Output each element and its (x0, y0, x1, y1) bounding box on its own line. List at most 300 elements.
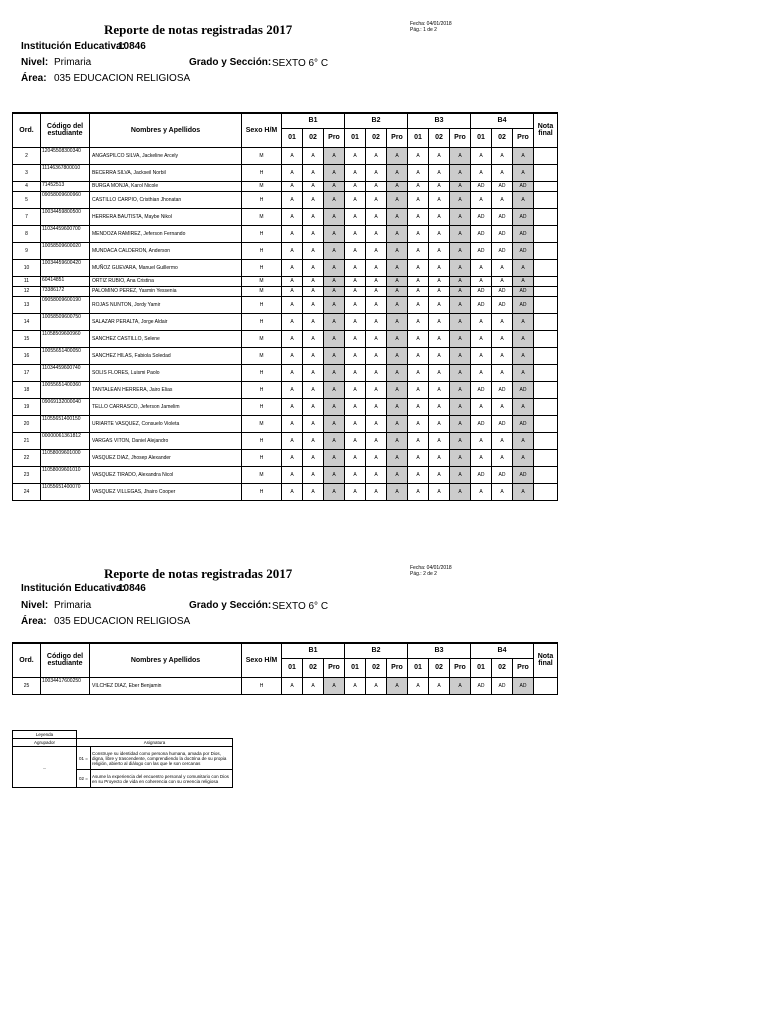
cell-grade: A (408, 286, 429, 296)
table-row (13, 147, 558, 164)
nivel-label: Nivel: (21, 57, 49, 68)
cell-nota-final (534, 347, 558, 364)
col-sexo: Sexo H/M (242, 643, 282, 677)
table-row (13, 330, 558, 347)
col-sub-01: 01 (345, 658, 366, 677)
cell-grade: A (303, 225, 324, 242)
legend-description: Construye su identidad como persona humana, amada por Dios, digna, libre y trascendente, comprendiendo la doctrina de su propia religión, abierto al diálogo con las que le son cercanas (91, 747, 233, 770)
cell-grade: AD (513, 415, 534, 432)
cell-ord: 2 (13, 147, 41, 164)
cell-grade: A (282, 364, 303, 381)
cell-grade: A (387, 276, 408, 286)
cell-grade: A (429, 286, 450, 296)
cell-ord: 10 (13, 259, 41, 276)
cell-grade: A (387, 181, 408, 191)
cell-grade: A (387, 313, 408, 330)
table-row (13, 286, 558, 296)
cell-grade: A (366, 381, 387, 398)
cell-codigo: 11058009601000 (41, 449, 90, 466)
cell-sexo: H (242, 677, 282, 694)
cell-nota-final (534, 286, 558, 296)
cell-grade: A (471, 330, 492, 347)
cell-sexo: M (242, 415, 282, 432)
cell-grade: A (282, 449, 303, 466)
cell-grade: A (387, 398, 408, 415)
cell-grade: A (282, 432, 303, 449)
cell-grade: A (387, 415, 408, 432)
cell-grade: A (366, 398, 387, 415)
table-row (13, 191, 558, 208)
cell-codigo: 10034417600250 (41, 677, 90, 694)
cell-nombre: URIARTE VASQUEZ, Consuelo Violeta (90, 415, 242, 432)
cell-grade: A (513, 313, 534, 330)
cell-grade: A (282, 208, 303, 225)
table-row (13, 677, 558, 694)
legend-description: Asume la experiencia del encuentro personal y comunitario con Dios en su Proyecto de vida en coherencia con su creencia religiosa (91, 770, 233, 788)
cell-grade: A (492, 483, 513, 500)
cell-grade: A (366, 313, 387, 330)
table-row (13, 466, 558, 483)
cell-ord: 14 (13, 313, 41, 330)
cell-ord: 12 (13, 286, 41, 296)
col-sub-pro: Pro (513, 658, 534, 677)
nivel-value: Primaria (54, 600, 92, 611)
cell-grade: A (471, 432, 492, 449)
cell-grade: A (366, 466, 387, 483)
cell-grade: A (282, 286, 303, 296)
cell-grade: A (282, 483, 303, 500)
cell-grade: A (387, 677, 408, 694)
col-sub-02: 02 (492, 128, 513, 147)
cell-grade: A (366, 330, 387, 347)
cell-grade: A (345, 677, 366, 694)
cell-grade: A (282, 347, 303, 364)
cell-grade: A (450, 432, 471, 449)
col-b2: B2 (345, 643, 408, 658)
col-sexo: Sexo H/M (242, 113, 282, 147)
cell-grade: A (492, 164, 513, 181)
cell-grade: A (408, 483, 429, 500)
nivel-value: Primaria (54, 57, 92, 68)
cell-grade: A (324, 415, 345, 432)
cell-grade: AD (492, 208, 513, 225)
col-b3: B3 (408, 643, 471, 658)
cell-grade: A (450, 415, 471, 432)
cell-grade: A (513, 364, 534, 381)
cell-grade: A (345, 483, 366, 500)
cell-nombre: SOLIS FLORES, Luismi Paolo (90, 364, 242, 381)
cell-grade: A (282, 181, 303, 191)
cell-grade: A (366, 191, 387, 208)
cell-grade: A (345, 398, 366, 415)
cell-nombre: TELLO CARRASCO, Jeferson Jamelim (90, 398, 242, 415)
cell-codigo: 10055651400050 (41, 347, 90, 364)
cell-grade: AD (471, 466, 492, 483)
cell-grade: A (408, 208, 429, 225)
cell-ord: 16 (13, 347, 41, 364)
cell-grade: A (408, 259, 429, 276)
grado-label: Grado y Sección: (189, 600, 272, 611)
cell-grade: A (366, 483, 387, 500)
cell-grade: A (303, 296, 324, 313)
cell-grade: A (492, 191, 513, 208)
cell-nota-final (534, 225, 558, 242)
cell-grade: A (282, 147, 303, 164)
cell-sexo: H (242, 259, 282, 276)
cell-nota-final (534, 432, 558, 449)
cell-codigo: 11034459600740 (41, 364, 90, 381)
cell-grade: A (345, 147, 366, 164)
cell-grade: AD (471, 242, 492, 259)
cell-nota-final (534, 208, 558, 225)
legend-agrupador-header: Agrupador (13, 739, 77, 747)
cell-nombre: SALAZAR PERALTA, Jorge Aldair (90, 313, 242, 330)
table-row (13, 259, 558, 276)
cell-grade: A (324, 276, 345, 286)
cell-grade: A (303, 677, 324, 694)
cell-grade: A (345, 313, 366, 330)
cell-grade: A (303, 276, 324, 286)
cell-grade: A (429, 677, 450, 694)
cell-sexo: H (242, 242, 282, 259)
cell-ord: 11 (13, 276, 41, 286)
cell-grade: A (366, 415, 387, 432)
cell-grade: A (429, 225, 450, 242)
cell-grade: A (282, 225, 303, 242)
cell-nombre: BURGA MONJA, Karol Nicole (90, 181, 242, 191)
cell-grade: A (303, 286, 324, 296)
table-row (13, 364, 558, 381)
col-sub-01: 01 (408, 128, 429, 147)
cell-grade: A (450, 147, 471, 164)
cell-grade: A (429, 242, 450, 259)
col-nota-final: Nota final (534, 113, 558, 147)
cell-grade: A (387, 259, 408, 276)
cell-codigo: 10034459800500 (41, 208, 90, 225)
cell-sexo: H (242, 296, 282, 313)
grado-value: SEXTO 6° C (272, 601, 329, 612)
cell-grade: A (303, 483, 324, 500)
cell-grade: AD (471, 208, 492, 225)
col-b4: B4 (471, 113, 534, 128)
col-nota-final: Nota final (534, 643, 558, 677)
cell-grade: A (345, 242, 366, 259)
cell-grade: A (408, 364, 429, 381)
cell-grade: A (324, 330, 345, 347)
cell-grade: A (324, 286, 345, 296)
cell-nota-final (534, 147, 558, 164)
cell-grade: A (387, 225, 408, 242)
col-sub-01: 01 (408, 658, 429, 677)
cell-grade: A (450, 466, 471, 483)
cell-codigo: 10058509600750 (41, 313, 90, 330)
cell-sexo: H (242, 313, 282, 330)
col-sub-pro: Pro (450, 658, 471, 677)
cell-grade: A (282, 466, 303, 483)
cell-nombre: VASQUEZ DIAZ, Jhosep Alexander (90, 449, 242, 466)
cell-grade: AD (492, 242, 513, 259)
col-sub-02: 02 (492, 658, 513, 677)
cell-grade: A (366, 347, 387, 364)
cell-grade: A (387, 347, 408, 364)
cell-nombre: MUNDACA CALDERON, Anderson (90, 242, 242, 259)
cell-sexo: H (242, 449, 282, 466)
col-sub-02: 02 (429, 658, 450, 677)
cell-sexo: M (242, 330, 282, 347)
cell-grade: A (429, 466, 450, 483)
cell-grade: A (513, 483, 534, 500)
col-sub-01: 01 (471, 658, 492, 677)
cell-grade: A (471, 259, 492, 276)
cell-grade: A (408, 191, 429, 208)
cell-codigo: 60414851 (41, 276, 90, 286)
cell-grade: A (303, 364, 324, 381)
legend-code: 01 = (77, 747, 91, 770)
cell-grade: A (429, 276, 450, 286)
cell-grade: A (429, 191, 450, 208)
cell-grade: AD (471, 286, 492, 296)
cell-grade: A (303, 415, 324, 432)
col-sub-pro: Pro (513, 128, 534, 147)
table-row (13, 225, 558, 242)
cell-grade: A (324, 259, 345, 276)
col-ord: Ord. (13, 113, 41, 147)
cell-grade: A (324, 398, 345, 415)
cell-grade: A (366, 242, 387, 259)
col-b4: B4 (471, 643, 534, 658)
col-sub-pro: Pro (324, 658, 345, 677)
cell-grade: A (282, 415, 303, 432)
cell-nota-final (534, 259, 558, 276)
cell-nombre: VASQUEZ VILLEGAS, Jhairo Cooper (90, 483, 242, 500)
cell-grade: A (408, 466, 429, 483)
cell-grade: A (387, 208, 408, 225)
cell-grade: A (429, 398, 450, 415)
cell-grade: A (492, 259, 513, 276)
institution-value: 10846 (118, 583, 146, 594)
cell-grade: AD (492, 181, 513, 191)
grades-table (12, 642, 558, 695)
cell-grade: A (324, 449, 345, 466)
cell-grade: A (345, 432, 366, 449)
cell-grade: A (387, 296, 408, 313)
cell-grade: A (408, 242, 429, 259)
cell-nombre: VILCHEZ DIAZ, Eber Benjamin (90, 677, 242, 694)
cell-grade: A (450, 313, 471, 330)
cell-grade: A (450, 181, 471, 191)
col-sub-01: 01 (282, 658, 303, 677)
cell-ord: 13 (13, 296, 41, 313)
table-row (13, 398, 558, 415)
col-ord: Ord. (13, 643, 41, 677)
cell-grade: A (387, 330, 408, 347)
cell-nota-final (534, 276, 558, 286)
cell-grade: A (366, 147, 387, 164)
col-sub-01: 01 (471, 128, 492, 147)
cell-nombre: SANCHEZ CASTILLO, Selene (90, 330, 242, 347)
cell-grade: A (492, 432, 513, 449)
cell-grade: A (408, 147, 429, 164)
cell-ord: 18 (13, 381, 41, 398)
cell-grade: A (324, 242, 345, 259)
report-title: Reporte de notas registradas 2017 (104, 566, 293, 581)
cell-grade: A (408, 415, 429, 432)
cell-ord: 20 (13, 415, 41, 432)
cell-grade: A (282, 242, 303, 259)
cell-grade: AD (471, 415, 492, 432)
page-number: Pág.: 2 de 2 (410, 571, 437, 577)
cell-grade: A (513, 449, 534, 466)
cell-sexo: M (242, 347, 282, 364)
cell-grade: A (408, 330, 429, 347)
cell-grade: A (429, 147, 450, 164)
cell-grade: A (471, 364, 492, 381)
cell-grade: A (408, 398, 429, 415)
cell-grade: AD (471, 225, 492, 242)
cell-grade: A (513, 164, 534, 181)
cell-nota-final (534, 398, 558, 415)
cell-grade: A (366, 432, 387, 449)
cell-grade: A (366, 449, 387, 466)
cell-ord: 5 (13, 191, 41, 208)
cell-grade: A (303, 147, 324, 164)
cell-grade: A (387, 381, 408, 398)
col-b3: B3 (408, 113, 471, 128)
cell-sexo: H (242, 483, 282, 500)
area-value: 035 EDUCACION RELIGIOSA (54, 616, 191, 627)
cell-grade: A (408, 164, 429, 181)
cell-grade: A (408, 347, 429, 364)
cell-grade: A (492, 147, 513, 164)
cell-nombre: VASQUEZ TIRADO, Alexandra Nicol (90, 466, 242, 483)
table-row (13, 164, 558, 181)
cell-grade: A (303, 347, 324, 364)
col-codigo: Código del estudiante (41, 643, 90, 677)
cell-grade: A (387, 191, 408, 208)
col-sub-pro: Pro (324, 128, 345, 147)
cell-grade: A (450, 483, 471, 500)
cell-grade: A (303, 242, 324, 259)
cell-grade: A (492, 398, 513, 415)
nivel-label: Nivel: (21, 600, 49, 611)
cell-sexo: H (242, 164, 282, 181)
cell-grade: A (408, 381, 429, 398)
page-meta (410, 21, 452, 33)
cell-grade: A (366, 259, 387, 276)
grades-table-body (13, 147, 558, 500)
cell-grade: A (471, 313, 492, 330)
cell-grade: A (324, 432, 345, 449)
cell-sexo: M (242, 466, 282, 483)
cell-grade: A (345, 259, 366, 276)
cell-grade: A (303, 164, 324, 181)
cell-codigo: 11034459600700 (41, 225, 90, 242)
cell-nota-final (534, 191, 558, 208)
table-row (13, 381, 558, 398)
cell-grade: A (471, 147, 492, 164)
cell-grade: A (303, 181, 324, 191)
cell-grade: A (429, 432, 450, 449)
cell-grade: A (324, 313, 345, 330)
cell-sexo: H (242, 364, 282, 381)
cell-grade: A (450, 225, 471, 242)
cell-nombre: ANGASPILCO SILVA, Jackeline Arcely (90, 147, 242, 164)
cell-grade: A (450, 398, 471, 415)
cell-grade: A (450, 347, 471, 364)
cell-grade: A (345, 381, 366, 398)
cell-grade: A (303, 466, 324, 483)
cell-ord: 17 (13, 364, 41, 381)
cell-grade: A (450, 364, 471, 381)
cell-grade: AD (471, 677, 492, 694)
cell-grade: A (345, 164, 366, 181)
cell-codigo: 10058509600020 (41, 242, 90, 259)
cell-codigo: 11058009601010 (41, 466, 90, 483)
cell-ord: 7 (13, 208, 41, 225)
cell-grade: A (429, 364, 450, 381)
cell-grade: A (471, 164, 492, 181)
cell-grade: A (513, 276, 534, 286)
cell-grade: A (345, 466, 366, 483)
legend-group-value: ... (13, 747, 77, 788)
cell-sexo: H (242, 398, 282, 415)
cell-grade: A (492, 313, 513, 330)
col-sub-pro: Pro (450, 128, 471, 147)
table-row (13, 432, 558, 449)
cell-grade: AD (513, 466, 534, 483)
cell-grade: A (429, 181, 450, 191)
cell-grade: A (450, 286, 471, 296)
col-sub-02: 02 (366, 658, 387, 677)
table-row (13, 347, 558, 364)
cell-grade: A (303, 313, 324, 330)
cell-ord: 4 (13, 181, 41, 191)
area-value: 035 EDUCACION RELIGIOSA (54, 73, 191, 84)
cell-grade: A (345, 225, 366, 242)
grades-table (12, 112, 558, 501)
cell-grade: A (282, 398, 303, 415)
cell-grade: A (408, 677, 429, 694)
cell-grade: A (471, 483, 492, 500)
cell-grade: A (324, 208, 345, 225)
cell-grade: A (345, 208, 366, 225)
col-sub-02: 02 (303, 128, 324, 147)
legend-asignatura-header: Asignatura (77, 739, 233, 747)
cell-grade: A (408, 313, 429, 330)
cell-nombre: PALOMINO PEREZ, Yasmin Yessenia (90, 286, 242, 296)
col-nombres: Nombres y Apellidos (90, 643, 242, 677)
table-row (13, 181, 558, 191)
cell-grade: A (471, 347, 492, 364)
grado-label: Grado y Sección: (189, 57, 272, 68)
cell-grade: A (324, 296, 345, 313)
cell-grade: A (408, 225, 429, 242)
cell-nota-final (534, 483, 558, 500)
cell-grade: A (408, 181, 429, 191)
cell-grade: A (324, 164, 345, 181)
cell-grade: A (303, 449, 324, 466)
cell-nota-final (534, 466, 558, 483)
cell-nombre: MENDOZA RAMIREZ, Jeferson Fernando (90, 225, 242, 242)
cell-ord: 8 (13, 225, 41, 242)
cell-grade: A (450, 276, 471, 286)
cell-nombre: SANCHEZ HILAS, Fabiola Soledad (90, 347, 242, 364)
cell-ord: 21 (13, 432, 41, 449)
legend-table (12, 730, 233, 788)
print-date: Fecha: 04/01/2018 (410, 565, 452, 571)
page-meta (410, 565, 452, 577)
cell-grade: AD (471, 181, 492, 191)
